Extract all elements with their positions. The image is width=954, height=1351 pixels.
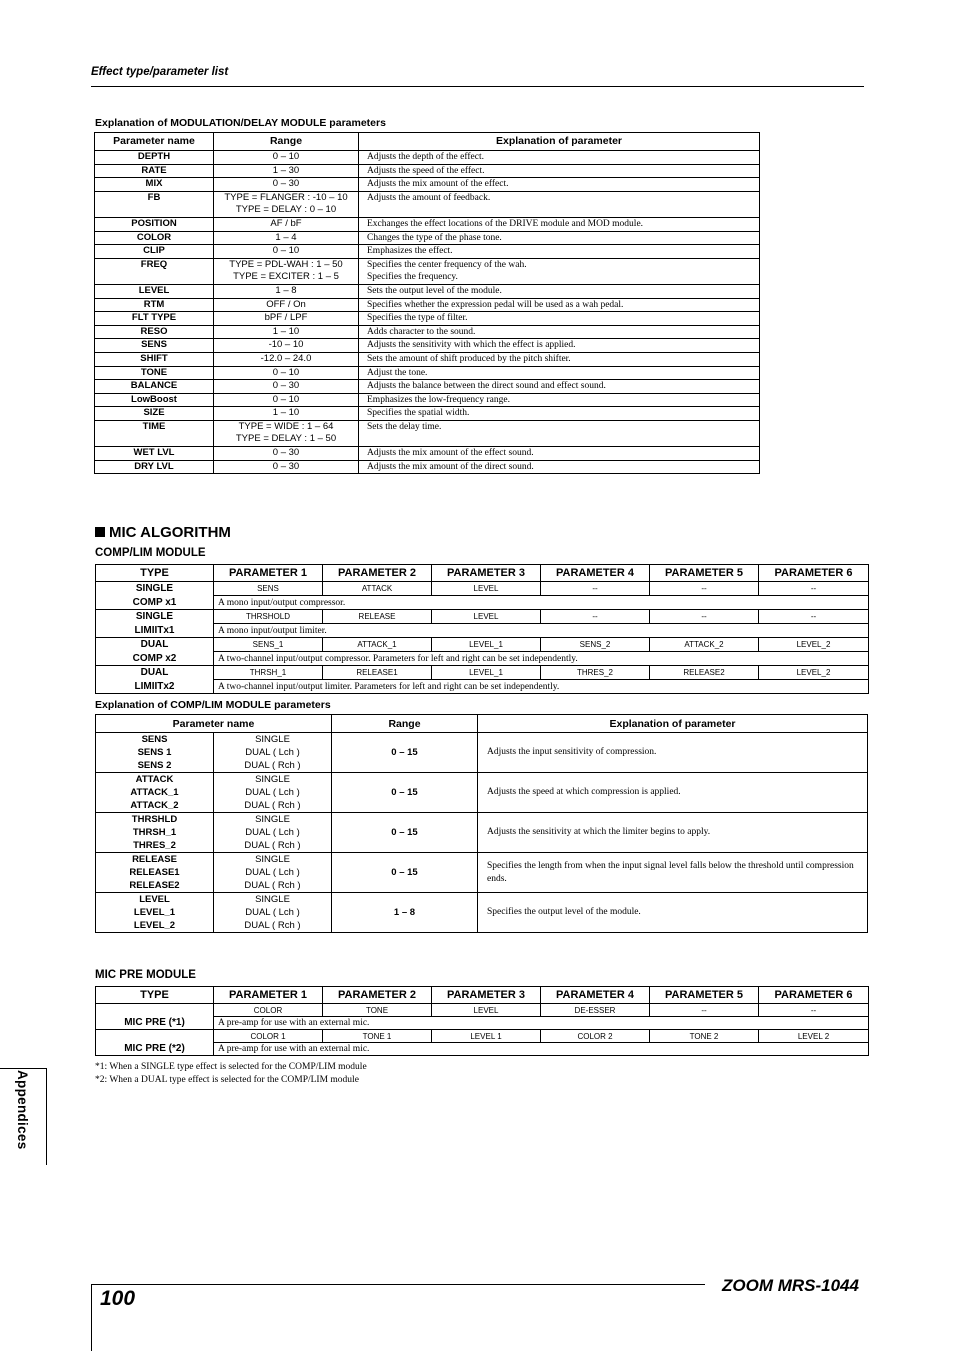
type-description-cell: A two-channel input/output compressor. Parameters for left and right can be set independently. bbox=[214, 652, 869, 666]
parameter-name-cell: SENS 2 bbox=[96, 759, 214, 773]
parameter-name-cell: LEVEL bbox=[96, 893, 214, 907]
explanation-line: Emphasizes the effect. bbox=[367, 246, 453, 257]
footnote-1: *1: When a SINGLE type effect is selected for the COMP/LIM module bbox=[95, 1062, 367, 1072]
explanation-cell bbox=[359, 352, 760, 366]
parameter-cell: SENS_2 bbox=[541, 638, 650, 652]
explanation-cell bbox=[359, 217, 760, 231]
range-cell bbox=[214, 284, 359, 298]
parameter-cell: ATTACK_1 bbox=[323, 638, 432, 652]
range-cell bbox=[214, 352, 359, 366]
parameter-cell: THRSHOLD bbox=[214, 610, 323, 624]
range-line: 1 – 10 bbox=[272, 325, 300, 337]
table-row bbox=[95, 447, 760, 461]
type-cell: MIC PRE (*2) bbox=[96, 1030, 214, 1056]
explanation-cell bbox=[359, 325, 760, 339]
table-row bbox=[95, 298, 760, 312]
range-line: 1 – 4 bbox=[275, 231, 297, 243]
table-row bbox=[95, 352, 760, 366]
appendices-tab-label: Appendices bbox=[15, 1070, 30, 1150]
parameter-cell: RELEASE1 bbox=[323, 666, 432, 680]
mode-cell: DUAL ( Rch ) bbox=[214, 759, 332, 773]
table-row bbox=[95, 258, 760, 284]
comp-lim-header-row bbox=[96, 565, 869, 582]
parameter-cell: SENS_1 bbox=[214, 638, 323, 652]
explanation-line: Specifies the spatial width. bbox=[367, 408, 470, 419]
parameter-name-cell: SENS 1 bbox=[96, 746, 214, 759]
range-line: OFF / On bbox=[266, 298, 306, 310]
parameter-name-cell: BALANCE bbox=[95, 380, 214, 394]
explanation-line: Changes the type of the phase tone. bbox=[367, 232, 502, 243]
parameter-cell: COLOR bbox=[214, 1004, 323, 1017]
comp-lim-type-row bbox=[96, 610, 869, 624]
mic-pre-header-cell: PARAMETER 3 bbox=[432, 987, 541, 1004]
explanation-line: Specifies the center frequency of the wah. bbox=[367, 259, 527, 270]
range-cell bbox=[214, 366, 359, 380]
range-line: AF / bF bbox=[270, 217, 302, 229]
parameter-cell: TONE bbox=[323, 1004, 432, 1017]
parameter-name-cell: FREQ bbox=[95, 258, 214, 284]
range-cell bbox=[214, 380, 359, 394]
table-row bbox=[95, 420, 760, 446]
explanation-line: Sets the amount of shift produced by the pitch shifter. bbox=[367, 353, 571, 364]
mic-pre-header-cell: PARAMETER 4 bbox=[541, 987, 650, 1004]
parameter-cell: RELEASE bbox=[323, 610, 432, 624]
parameter-name-cell: RESO bbox=[95, 325, 214, 339]
mode-cell: DUAL ( Lch ) bbox=[214, 786, 332, 799]
mode-cell: DUAL ( Lch ) bbox=[214, 906, 332, 919]
parameter-cell: LEVEL_2 bbox=[759, 638, 869, 652]
parameter-name-cell: FB bbox=[95, 191, 214, 217]
mic-pre-header-cell: TYPE bbox=[96, 987, 214, 1004]
type-description-cell: A two-channel input/output limiter. Parameters for left and right can be set independently. bbox=[214, 680, 869, 694]
mode-cell: DUAL ( Lch ) bbox=[214, 826, 332, 839]
parameter-name-cell: ATTACK_2 bbox=[96, 799, 214, 813]
explanation-line: Adjusts the depth of the effect. bbox=[367, 152, 484, 162]
mode-cell: SINGLE bbox=[214, 893, 332, 907]
mic-pre-type-row bbox=[96, 1030, 869, 1043]
table-row bbox=[96, 733, 868, 747]
mic-pre-header-cell: PARAMETER 2 bbox=[323, 987, 432, 1004]
table-row bbox=[95, 178, 760, 192]
parameter-cell: TONE 2 bbox=[650, 1030, 759, 1043]
mic-pre-header-cell: PARAMETER 6 bbox=[759, 987, 869, 1004]
parameter-cell: LEVEL_2 bbox=[759, 666, 869, 680]
explanation-cell bbox=[359, 380, 760, 394]
range-line: 1 – 10 bbox=[272, 407, 300, 419]
range-line: 0 – 10 bbox=[272, 245, 300, 257]
footer-vertical-rule bbox=[91, 1284, 92, 1351]
explanation-line: Adjusts the mix amount of the direct sound. bbox=[367, 461, 534, 472]
parameter-name-cell: SIZE bbox=[95, 407, 214, 421]
comp-lim-header-cell: PARAMETER 2 bbox=[323, 565, 432, 582]
parameter-name-cell: FLT TYPE bbox=[95, 312, 214, 326]
table-row bbox=[95, 325, 760, 339]
explanation-line: Sets the delay time. bbox=[367, 421, 442, 432]
range-cell bbox=[214, 151, 359, 165]
parameter-name-cell: LEVEL bbox=[95, 284, 214, 298]
table-row bbox=[95, 284, 760, 298]
comp-lim-params-header-cell: Explanation of parameter bbox=[478, 715, 868, 733]
explanation-cell bbox=[359, 164, 760, 178]
parameter-name-cell: THRSH_1 bbox=[96, 826, 214, 839]
range-cell bbox=[214, 191, 359, 217]
parameter-name-cell: CLIP bbox=[95, 245, 214, 259]
mod-header-cell: Parameter name bbox=[95, 133, 214, 151]
parameter-cell: -- bbox=[759, 1004, 869, 1017]
table-row bbox=[95, 217, 760, 231]
mod-delay-table bbox=[94, 132, 760, 474]
comp-lim-table bbox=[95, 564, 869, 694]
range-cell bbox=[214, 312, 359, 326]
brand-name: ZOOM MRS-1044 bbox=[722, 1276, 859, 1295]
mod-header-row bbox=[95, 133, 760, 151]
explanation-cell bbox=[359, 393, 760, 407]
mic-algorithm-heading bbox=[95, 524, 231, 541]
parameter-cell: ATTACK_2 bbox=[650, 638, 759, 652]
comp-lim-params-caption: Explanation of COMP/LIM MODULE parameters bbox=[95, 699, 331, 711]
explanation-cell bbox=[359, 178, 760, 192]
explanation-cell bbox=[359, 284, 760, 298]
mode-cell: DUAL ( Rch ) bbox=[214, 839, 332, 853]
explanation-line: Sets the output level of the module. bbox=[367, 285, 502, 296]
explanation-line: Adds character to the sound. bbox=[367, 326, 476, 337]
parameter-cell: -- bbox=[650, 610, 759, 624]
parameter-name-cell: DRY LVL bbox=[95, 460, 214, 474]
comp-lim-header-cell: PARAMETER 5 bbox=[650, 565, 759, 582]
parameter-cell: LEVEL_1 bbox=[432, 638, 541, 652]
range-cell bbox=[214, 231, 359, 245]
explanation-line: Exchanges the effect locations of the DRIVE module and MOD module. bbox=[367, 218, 644, 229]
type-description-cell: A pre-amp for use with an external mic. bbox=[214, 1043, 869, 1056]
explanation-line: Emphasizes the low-frequency range. bbox=[367, 394, 510, 405]
range-line: 0 – 10 bbox=[272, 366, 300, 378]
parameter-name-cell: ATTACK_1 bbox=[96, 786, 214, 799]
comp-lim-header-cell: PARAMETER 3 bbox=[432, 565, 541, 582]
comp-lim-header-cell: TYPE bbox=[96, 565, 214, 582]
range-line: 0 – 10 bbox=[272, 393, 300, 405]
mode-cell: SINGLE bbox=[214, 813, 332, 827]
table-row bbox=[95, 245, 760, 259]
parameter-cell: DE-ESSER bbox=[541, 1004, 650, 1017]
explanation-cell bbox=[359, 460, 760, 474]
parameter-name-cell: WET LVL bbox=[95, 447, 214, 461]
range-line: -12.0 – 24.0 bbox=[260, 352, 312, 364]
range-line: TYPE = WIDE : 1 – 64 bbox=[238, 420, 334, 432]
parameter-name-cell: RELEASE1 bbox=[96, 866, 214, 879]
range-line: 1 – 8 bbox=[275, 284, 297, 296]
comp-lim-params-table bbox=[95, 714, 868, 933]
comp-lim-params-header-row bbox=[96, 715, 868, 733]
header-rule bbox=[91, 86, 864, 87]
parameter-cell: RELEASE2 bbox=[650, 666, 759, 680]
range-cell bbox=[214, 178, 359, 192]
parameter-cell: COLOR 2 bbox=[541, 1030, 650, 1043]
type-cell bbox=[96, 582, 214, 610]
mode-cell: DUAL ( Rch ) bbox=[214, 799, 332, 813]
mode-cell: DUAL ( Rch ) bbox=[214, 879, 332, 893]
type-cell bbox=[96, 610, 214, 638]
table-row bbox=[95, 312, 760, 326]
mode-cell: DUAL ( Lch ) bbox=[214, 866, 332, 879]
explanation-cell bbox=[359, 298, 760, 312]
parameter-name-cell: SENS bbox=[95, 339, 214, 353]
parameter-cell: THRES_2 bbox=[541, 666, 650, 680]
table-row bbox=[95, 164, 760, 178]
table-row bbox=[95, 366, 760, 380]
comp-lim-header-cell: PARAMETER 6 bbox=[759, 565, 869, 582]
explanation-cell bbox=[359, 191, 760, 217]
range-cell: 0 – 15 bbox=[332, 853, 478, 893]
range-cell: 0 – 15 bbox=[332, 813, 478, 853]
explanation-cell bbox=[359, 151, 760, 165]
comp-lim-params-header-cell: Parameter name bbox=[96, 715, 332, 733]
mic-pre-header-cell: PARAMETER 5 bbox=[650, 987, 759, 1004]
page-number: 100 bbox=[100, 1287, 136, 1310]
range-line: TYPE = EXCITER : 1 – 5 bbox=[233, 271, 339, 283]
table-row bbox=[96, 853, 868, 867]
comp-lim-header-cell: PARAMETER 1 bbox=[214, 565, 323, 582]
parameter-name-cell: MIX bbox=[95, 178, 214, 192]
explanation-line: Specifies the frequency. bbox=[367, 272, 458, 283]
range-line: 0 – 30 bbox=[272, 460, 300, 472]
explanation-line: Specifies whether the expression pedal will be used as a wah pedal. bbox=[367, 299, 624, 310]
mode-cell: SINGLE bbox=[214, 853, 332, 867]
parameter-name-cell: ATTACK bbox=[96, 773, 214, 787]
parameter-name-cell: TONE bbox=[95, 366, 214, 380]
explanation-cell bbox=[359, 366, 760, 380]
range-cell bbox=[214, 393, 359, 407]
range-cell bbox=[214, 339, 359, 353]
parameter-name-cell: RTM bbox=[95, 298, 214, 312]
table-row bbox=[96, 773, 868, 787]
explanation-line: Adjusts the speed of the effect. bbox=[367, 165, 485, 176]
parameter-cell: -- bbox=[541, 610, 650, 624]
mic-pre-title: MIC PRE MODULE bbox=[95, 969, 196, 981]
type-line: SINGLE bbox=[135, 583, 174, 594]
comp-lim-type-row bbox=[96, 666, 869, 680]
type-line: LIMIITx1 bbox=[134, 624, 175, 636]
parameter-name-cell: LowBoost bbox=[95, 393, 214, 407]
explanation-line: Adjusts the mix amount of the effect sound. bbox=[367, 448, 534, 459]
explanation-cell: Adjusts the input sensitivity of compression. bbox=[478, 733, 868, 773]
range-cell bbox=[214, 217, 359, 231]
running-header: Effect type/parameter list bbox=[91, 66, 229, 78]
range-line: 0 – 10 bbox=[272, 151, 300, 162]
range-cell: 1 – 8 bbox=[332, 893, 478, 933]
parameter-name-cell: DEPTH bbox=[95, 151, 214, 165]
mic-algorithm-title: MIC ALGORITHM bbox=[109, 524, 231, 541]
range-cell bbox=[214, 164, 359, 178]
explanation-line: Adjusts the mix amount of the effect. bbox=[367, 179, 509, 190]
type-cell: MIC PRE (*1) bbox=[96, 1004, 214, 1030]
range-cell bbox=[214, 245, 359, 259]
parameter-name-cell: SENS bbox=[96, 733, 214, 747]
parameter-name-cell: THRES_2 bbox=[96, 839, 214, 853]
parameter-cell: THRSH_1 bbox=[214, 666, 323, 680]
mode-cell: DUAL ( Lch ) bbox=[214, 746, 332, 759]
type-line: LIMIITx2 bbox=[134, 680, 175, 692]
range-cell bbox=[214, 258, 359, 284]
range-line: 0 – 30 bbox=[272, 178, 300, 190]
table-row bbox=[95, 151, 760, 165]
type-line: DUAL bbox=[140, 639, 169, 650]
mod-delay-caption: Explanation of MODULATION/DELAY MODULE parameters bbox=[95, 117, 386, 129]
parameter-cell: LEVEL bbox=[432, 1004, 541, 1017]
explanation-cell: Specifies the output level of the module. bbox=[478, 893, 868, 933]
parameter-cell: -- bbox=[541, 582, 650, 596]
explanation-cell bbox=[359, 447, 760, 461]
table-row bbox=[96, 893, 868, 907]
parameter-name-cell: RELEASE2 bbox=[96, 879, 214, 893]
type-line: COMP x1 bbox=[132, 596, 177, 608]
range-line: bPF / LPF bbox=[264, 312, 308, 324]
explanation-line: Adjusts the balance between the direct sound and effect sound. bbox=[367, 381, 606, 392]
parameter-cell: -- bbox=[759, 582, 869, 596]
explanation-cell bbox=[359, 231, 760, 245]
range-cell: 0 – 15 bbox=[332, 773, 478, 813]
mic-pre-header-cell: PARAMETER 1 bbox=[214, 987, 323, 1004]
table-row bbox=[95, 231, 760, 245]
explanation-cell bbox=[359, 420, 760, 446]
range-cell bbox=[214, 407, 359, 421]
type-description-cell: A pre-amp for use with an external mic. bbox=[214, 1017, 869, 1030]
table-row bbox=[95, 191, 760, 217]
mic-pre-type-row bbox=[96, 1004, 869, 1017]
table-row bbox=[95, 407, 760, 421]
type-description-cell: A mono input/output compressor. bbox=[214, 596, 869, 610]
type-cell bbox=[96, 638, 214, 666]
range-cell bbox=[214, 298, 359, 312]
explanation-cell bbox=[359, 339, 760, 353]
footnote-2: *2: When a DUAL type effect is selected for the COMP/LIM module bbox=[95, 1075, 359, 1085]
comp-lim-type-row bbox=[96, 638, 869, 652]
range-line: 1 – 30 bbox=[272, 164, 300, 176]
explanation-cell: Adjusts the sensitivity at which the limiter begins to apply. bbox=[478, 813, 868, 853]
type-line: COMP x2 bbox=[132, 652, 177, 664]
parameter-name-cell: RELEASE bbox=[96, 853, 214, 867]
explanation-cell bbox=[359, 245, 760, 259]
table-row bbox=[96, 813, 868, 827]
mode-cell: SINGLE bbox=[214, 733, 332, 747]
explanation-cell bbox=[359, 407, 760, 421]
range-cell bbox=[214, 325, 359, 339]
type-description-cell: A mono input/output limiter. bbox=[214, 624, 869, 638]
range-line: TYPE = DELAY : 0 – 10 bbox=[235, 204, 337, 216]
parameter-name-cell: LEVEL_1 bbox=[96, 906, 214, 919]
table-row bbox=[95, 393, 760, 407]
range-cell bbox=[214, 447, 359, 461]
range-cell bbox=[214, 420, 359, 446]
parameter-cell: LEVEL 2 bbox=[759, 1030, 869, 1043]
range-line: 0 – 30 bbox=[272, 380, 300, 392]
square-bullet-icon bbox=[95, 527, 105, 537]
explanation-line: Specifies the type of filter. bbox=[367, 313, 468, 324]
parameter-name-cell: TIME bbox=[95, 420, 214, 446]
parameter-cell: LEVEL 1 bbox=[432, 1030, 541, 1043]
parameter-cell: -- bbox=[759, 610, 869, 624]
footer-rule bbox=[91, 1284, 705, 1285]
parameter-name-cell: RATE bbox=[95, 164, 214, 178]
parameter-cell: LEVEL_1 bbox=[432, 666, 541, 680]
parameter-cell: -- bbox=[650, 582, 759, 596]
explanation-line: Adjusts the amount of feedback. bbox=[367, 192, 491, 203]
parameter-name-cell: LEVEL_2 bbox=[96, 919, 214, 933]
explanation-cell: Specifies the length from when the input signal level falls below the threshold until compression ends. bbox=[478, 853, 868, 893]
parameter-cell: TONE 1 bbox=[323, 1030, 432, 1043]
range-cell: 0 – 15 bbox=[332, 733, 478, 773]
explanation-cell: Adjusts the speed at which compression is applied. bbox=[478, 773, 868, 813]
mode-cell: SINGLE bbox=[214, 773, 332, 787]
range-cell bbox=[214, 460, 359, 474]
comp-lim-type-row bbox=[96, 582, 869, 596]
table-row bbox=[95, 460, 760, 474]
parameter-cell: ATTACK bbox=[323, 582, 432, 596]
range-line: TYPE = DELAY : 1 – 50 bbox=[235, 433, 337, 445]
mod-header-cell: Range bbox=[214, 133, 359, 151]
parameter-cell: SENS bbox=[214, 582, 323, 596]
type-line: SINGLE bbox=[135, 611, 174, 622]
parameter-name-cell: COLOR bbox=[95, 231, 214, 245]
parameter-cell: -- bbox=[650, 1004, 759, 1017]
table-row bbox=[95, 380, 760, 394]
parameter-name-cell: SHIFT bbox=[95, 352, 214, 366]
explanation-line: Adjusts the sensitivity with which the effect is applied. bbox=[367, 340, 576, 351]
mic-pre-table bbox=[95, 986, 869, 1056]
explanation-cell bbox=[359, 258, 760, 284]
comp-lim-header-cell: PARAMETER 4 bbox=[541, 565, 650, 582]
range-line: -10 – 10 bbox=[268, 339, 304, 351]
mic-pre-header-row bbox=[96, 987, 869, 1004]
parameter-name-cell: THRSHLD bbox=[96, 813, 214, 827]
mode-cell: DUAL ( Rch ) bbox=[214, 919, 332, 933]
explanation-line: Adjust the tone. bbox=[367, 367, 428, 378]
parameter-cell: COLOR 1 bbox=[214, 1030, 323, 1043]
table-row bbox=[95, 339, 760, 353]
type-line: DUAL bbox=[140, 667, 169, 678]
explanation-cell bbox=[359, 312, 760, 326]
mod-header-cell: Explanation of parameter bbox=[359, 133, 760, 151]
comp-lim-title: COMP/LIM MODULE bbox=[95, 547, 206, 559]
parameter-cell: LEVEL bbox=[432, 610, 541, 624]
range-line: TYPE = PDL-WAH : 1 – 50 bbox=[229, 258, 343, 270]
range-line: TYPE = FLANGER : -10 – 10 bbox=[224, 191, 348, 203]
type-cell bbox=[96, 666, 214, 694]
range-line: 0 – 30 bbox=[272, 447, 300, 459]
comp-lim-params-header-cell: Range bbox=[332, 715, 478, 733]
parameter-name-cell: POSITION bbox=[95, 217, 214, 231]
parameter-cell: LEVEL bbox=[432, 582, 541, 596]
